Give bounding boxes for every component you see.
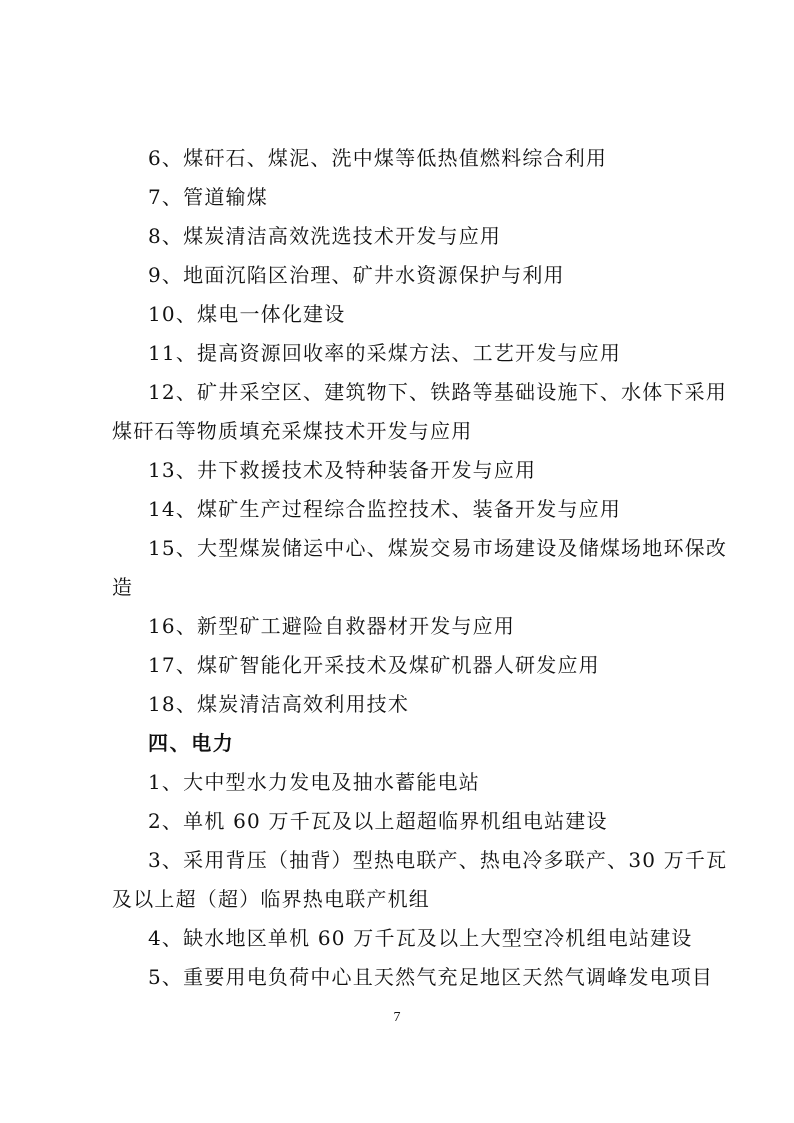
list-item-7: 7、管道输煤 [148, 185, 268, 209]
list-item-16: 16、新型矿工避险自救器材开发与应用 [148, 614, 516, 638]
list-item-14: 14、煤矿生产过程综合监控技术、装备开发与应用 [148, 497, 622, 521]
list-item-15-line-2: 造 [112, 575, 134, 599]
power-item-5: 5、重要用电负荷中心且天然气充足地区天然气调峰发电项目 [148, 965, 714, 989]
section-heading-power: 四、电力 [148, 731, 235, 755]
list-item-11: 11、提高资源回收率的采煤方法、工艺开发与应用 [148, 341, 622, 365]
power-item-1: 1、大中型水力发电及抽水蓄能电站 [148, 770, 480, 794]
list-item-8: 8、煤炭清洁高效洗选技术开发与应用 [148, 224, 502, 248]
power-item-2: 2、单机 60 万千瓦及以上超超临界机组电站建设 [148, 809, 608, 833]
list-item-18: 18、煤炭清洁高效利用技术 [148, 692, 410, 716]
list-item-17: 17、煤矿智能化开采技术及煤矿机器人研发应用 [148, 653, 600, 677]
power-item-3-line-2: 及以上超（超）临界热电联产机组 [112, 887, 430, 911]
list-item-12-line-2: 煤矸石等物质填充采煤技术开发与应用 [112, 419, 473, 443]
power-item-3-line-1: 3、采用背压（抽背）型热电联产、热电冷多联产、30 万千瓦 [148, 848, 728, 872]
page-number: 7 [393, 1010, 401, 1025]
list-item-12-line-1: 12、矿井采空区、建筑物下、铁路等基础设施下、水体下采用 [148, 380, 728, 404]
list-item-9: 9、地面沉陷区治理、矿井水资源保护与利用 [148, 263, 565, 287]
list-item-13: 13、井下救援技术及特种装备开发与应用 [148, 458, 537, 482]
power-item-4: 4、缺水地区单机 60 万千瓦及以上大型空冷机组电站建设 [148, 926, 693, 950]
list-item-15-line-1: 15、大型煤炭储运中心、煤炭交易市场建设及储煤场地环保改 [148, 536, 728, 560]
list-item-10: 10、煤电一体化建设 [148, 302, 346, 326]
list-item-6: 6、煤矸石、煤泥、洗中煤等低热值燃料综合利用 [148, 146, 608, 170]
